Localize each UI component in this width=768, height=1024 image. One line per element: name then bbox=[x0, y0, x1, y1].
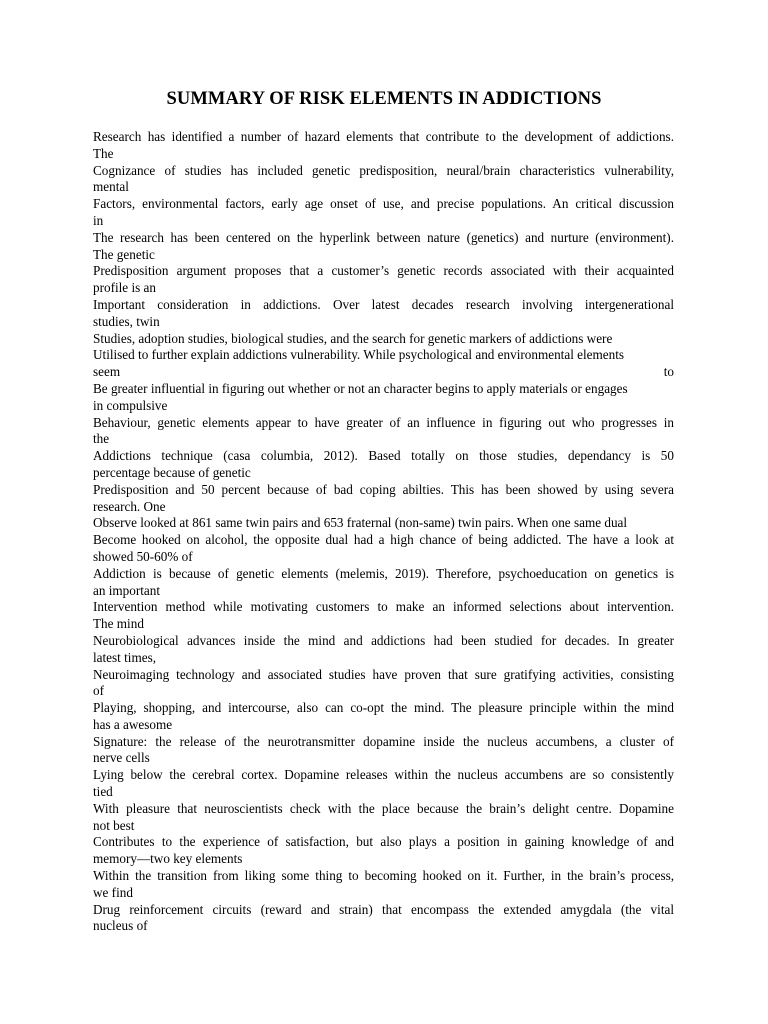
text-line: Neuroimaging technology and associated studies have proven that sure gratifying activities, consisting bbox=[93, 666, 674, 682]
text-line: Observe looked at 861 same twin pairs and 653 fraternal (non-same) twin pairs. When one same dual bbox=[93, 515, 628, 531]
text-line: Utilised to further explain addictions vulnerability. While psychological and environmental elements bbox=[93, 347, 625, 363]
text-line: With pleasure that neuroscientists check with the place because the brain’s delight centre. Dopamine bbox=[93, 800, 674, 816]
text-line: The genetic bbox=[93, 246, 155, 262]
text-line: in bbox=[93, 212, 104, 228]
text-line: The bbox=[93, 145, 114, 161]
text-line: percentage because of genetic bbox=[93, 464, 251, 480]
text-line: latest times, bbox=[93, 649, 156, 665]
text-line: Lying below the cerebral cortex. Dopamine releases within the nucleus accumbens are so consistently bbox=[93, 767, 674, 783]
document-body bbox=[93, 129, 674, 935]
text-line: Studies, adoption studies, biological studies, and the search for genetic markers of addictions were bbox=[93, 330, 613, 346]
text-line: Playing, shopping, and intercourse, also can co-opt the mind. The pleasure principle within the mind bbox=[93, 700, 674, 716]
text-line: Contributes to the experience of satisfaction, but also plays a position in gaining knowledge of and bbox=[93, 834, 674, 850]
text-line: has a awesome bbox=[93, 716, 173, 732]
text-line: Cognizance of studies has included genetic predisposition, neural/brain characteristics vulnerability, bbox=[93, 162, 674, 178]
text-line: an important bbox=[93, 582, 161, 598]
text-line: Addiction is because of genetic elements (melemis, 2019). Therefore, psychoeducation on genetics is bbox=[93, 565, 674, 581]
text-line: not best bbox=[93, 817, 135, 833]
text-line: research. One bbox=[93, 498, 166, 514]
text-line: Predisposition argument proposes that a customer’s genetic records associated with their acquainted bbox=[93, 263, 674, 279]
text-line: we find bbox=[93, 884, 133, 900]
text-line: The research has been centered on the hyperlink between nature (genetics) and nurture (environment). bbox=[93, 229, 674, 245]
text-line: nerve cells bbox=[93, 750, 150, 766]
text-line: showed 50-60% of bbox=[93, 548, 193, 564]
text-line: mental bbox=[93, 179, 129, 195]
document-title: SUMMARY OF RISK ELEMENTS IN ADDICTIONS bbox=[166, 89, 602, 109]
text-line: of bbox=[93, 683, 104, 699]
text-line: nucleus of bbox=[93, 918, 148, 934]
text-line: Become hooked on alcohol, the opposite dual had a high chance of being addicted. The have a look at bbox=[93, 532, 674, 548]
text-line: Signature: the release of the neurotransmitter dopamine inside the nucleus accumbens, a cluster of bbox=[93, 733, 674, 749]
text-line: tied bbox=[93, 784, 113, 800]
text-line: Drug reinforcement circuits (reward and strain) that encompass the extended amygdala (the vital bbox=[93, 901, 674, 917]
text-line: Be greater influential in figuring out whether or not an character begins to apply materials or engages bbox=[93, 380, 628, 396]
text-line: the bbox=[93, 431, 110, 447]
text-line: The mind bbox=[93, 616, 144, 632]
text-line: Neurobiological advances inside the mind and addictions had been studied for decades. In greater bbox=[93, 632, 674, 648]
text-line: Addictions technique (casa columbia, 2012). Based totally on those studies, dependancy is 50 bbox=[93, 448, 674, 464]
text-line: seem to bbox=[93, 364, 674, 380]
text-line: memory—two key elements bbox=[93, 851, 243, 867]
text-line: Behaviour, genetic elements appear to have greater of an influence in figuring out who progresses in bbox=[93, 414, 674, 430]
text-line: Predisposition and 50 percent because of bad coping abilties. This has been showed by using severa bbox=[93, 481, 674, 497]
text-line: Research has identified a number of hazard elements that contribute to the development of addictions. bbox=[93, 129, 674, 144]
text-line: Important consideration in addictions. Over latest decades research involving intergenerational bbox=[93, 296, 674, 312]
text-line: studies, twin bbox=[93, 313, 160, 329]
text-line: Intervention method while motivating customers to make an informed selections about intervention. bbox=[93, 599, 674, 615]
text-line: Factors, environmental factors, early age onset of use, and precise populations. An critical discussion bbox=[93, 196, 674, 212]
text-line: Within the transition from liking some thing to becoming hooked on it. Further, in the brain’s process, bbox=[93, 868, 674, 884]
text-line: profile is an bbox=[93, 280, 156, 296]
text-line: in compulsive bbox=[93, 397, 168, 413]
